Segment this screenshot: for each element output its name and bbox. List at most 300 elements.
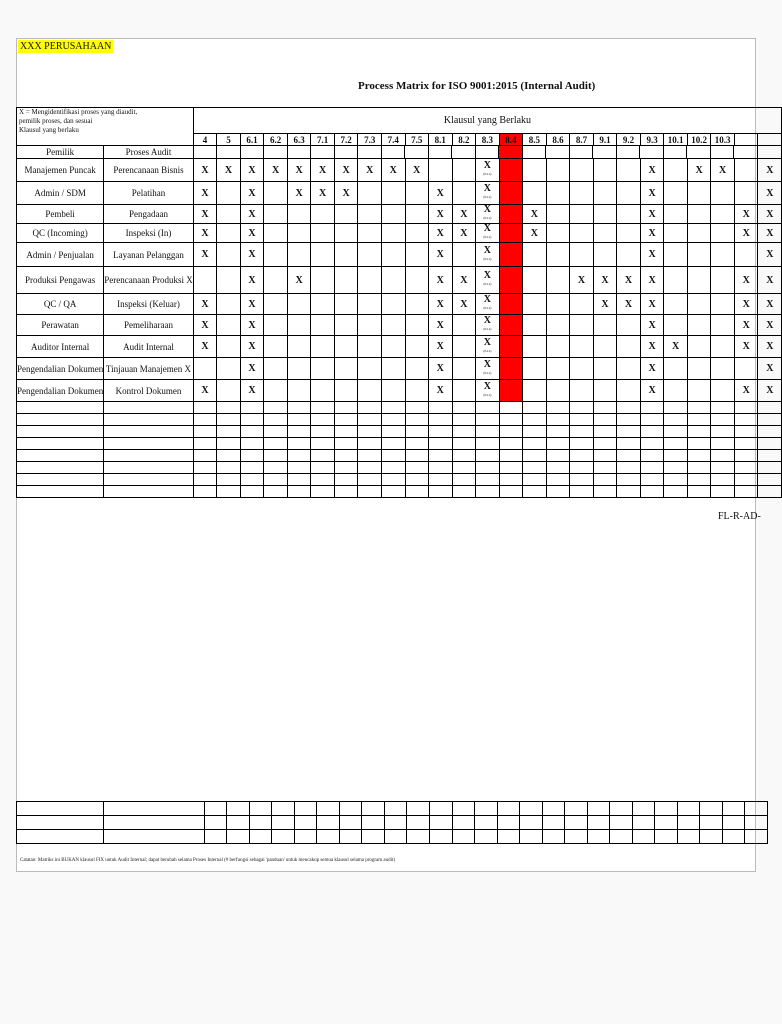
empty-cell [687,402,711,414]
clause-mark-cell [617,243,641,267]
empty-cell [287,450,311,462]
clause-header: 8.3 [476,134,500,146]
clause-mark: X [248,341,256,352]
empty-cell [334,426,358,438]
empty-row [17,462,782,474]
clause-mark-cell [664,182,688,205]
clause-subnote: (8.2.4) [483,172,492,176]
empty-cell [17,450,104,462]
bottom-cell [452,830,475,844]
empty-cell [17,438,104,450]
clause-mark-cell [734,159,758,182]
empty-cell [17,462,104,474]
clause-mark-cell [499,315,523,336]
clause-mark-cell [546,336,570,358]
bottom-cell [745,830,768,844]
clause-mark-cell [264,358,288,380]
clause-mark-cell [758,315,782,336]
clause-mark-cell [193,205,217,224]
process-owner: Admin / Penjualan [17,243,104,267]
subheader-cell [382,146,406,158]
bottom-cell [587,802,610,816]
empty-cell [476,402,500,414]
clause-mark: X [248,208,256,220]
clause-mark: X [460,227,468,239]
clause-mark-cell [429,224,453,243]
bottom-cell [384,802,407,816]
bottom-cell [339,816,362,830]
empty-cell [546,438,570,450]
clause-mark-cell [429,380,453,402]
bottom-cell [587,830,610,844]
empty-row [17,414,782,426]
clause-mark-cell [734,267,758,294]
empty-cell [476,426,500,438]
empty-cell [593,438,617,450]
clause-mark-cell [687,294,711,315]
clause-mark-cell [452,294,476,315]
empty-cell [193,414,217,426]
clause-header: 8.6 [546,134,570,146]
bottom-cell [249,802,272,816]
clause-mark: X [742,319,750,331]
empty-cell [499,426,523,438]
empty-cell [711,462,735,474]
clause-mark-cell [758,267,782,294]
empty-cell [358,414,382,426]
clause-mark: X [342,187,350,199]
empty-cell [17,414,104,426]
clause-mark: X [648,227,656,239]
clause-mark-cell [452,243,476,267]
clause-mark-cell [334,358,358,380]
empty-cell [570,474,594,486]
empty-cell [104,426,193,438]
bottom-cell [294,830,317,844]
clause-mark-cell [523,380,547,402]
empty-cell [758,474,782,486]
clause-header: 9.2 [617,134,641,146]
empty-cell [570,438,594,450]
clause-mark: X [530,227,539,239]
bottom-cell [542,830,565,844]
empty-cell [287,414,311,426]
clause-mark-cell [640,182,664,205]
clause-mark-cell [452,159,476,182]
clause-mark: X [436,187,444,199]
clause-mark-cell [381,159,405,182]
legend-line-3: Klausul yang berlaku [19,126,79,134]
clause-mark-cell [287,205,311,224]
empty-cell [193,474,217,486]
empty-cell [311,486,335,498]
subheader-cell [593,146,617,158]
clause-mark-cell [640,336,664,358]
clause-header: 7.3 [358,134,382,146]
empty-cell [104,462,193,474]
clause-mark: X [248,274,256,286]
clause-mark-cell [499,358,523,380]
clause-mark-cell [617,159,641,182]
subheader-cell [617,146,641,158]
bottom-cell [542,816,565,830]
matrix-row [17,358,782,380]
clause-mark: X [719,164,727,176]
clause-mark-cell [758,294,782,315]
clause-mark: X [483,358,491,370]
empty-cell [358,486,382,498]
page-title: Process Matrix for ISO 9001:2015 (Internal Audit) [358,80,596,92]
clause-mark-cell [711,159,735,182]
empty-cell [17,474,104,486]
klausul-header: Klausul yang Berlaku [193,108,782,134]
clause-mark-cell [358,205,382,224]
clause-mark-cell [193,182,217,205]
clause-header: 4 [193,134,217,146]
clause-mark-cell [711,336,735,358]
clause-mark-cell [546,243,570,267]
bottom-cell [294,802,317,816]
clause-header: 8.5 [523,134,547,146]
clause-mark-cell [358,315,382,336]
empty-cell [334,486,358,498]
empty-cell [546,474,570,486]
clause-mark-cell [405,243,429,267]
clause-mark-cell [334,243,358,267]
clause-mark-cell [664,267,688,294]
clause-mark-cell [193,224,217,243]
clause-mark-cell [217,380,241,402]
empty-cell [104,414,193,426]
empty-row [17,474,782,486]
empty-cell [264,414,288,426]
empty-cell [381,438,405,450]
empty-cell [617,486,641,498]
clause-mark-cell [358,267,382,294]
bottom-cell [452,816,475,830]
clause-mark-cell [734,336,758,358]
clause-mark: X [577,274,586,286]
clause-mark-cell [664,205,688,224]
clause-mark: X [766,385,774,396]
clause-mark-cell [711,315,735,336]
clause-mark-cell [570,182,594,205]
clause-mark-cell [264,380,288,402]
clause-mark: X [201,298,209,310]
clause-mark: X [671,341,680,352]
clause-mark-cell [405,267,429,294]
bottom-cell [104,802,205,816]
empty-cell [734,486,758,498]
empty-row [17,426,782,438]
empty-cell [664,426,688,438]
empty-cell [264,426,288,438]
clause-mark-cell [546,159,570,182]
clause-mark-cell [523,336,547,358]
footer-note: Catatan: Matriks ini BUKAN klausul FIX untuk Audit Internal; dapat berubah selama Proses Internal (# berfungsi sebagai 'panduan' untuk mencakup semua klausul selama program audit) [20,858,396,863]
clause-mark-cell [240,205,264,224]
bottom-cell [722,830,745,844]
clause-mark-cell [287,159,311,182]
clause-mark-cell [758,243,782,267]
empty-cell [758,486,782,498]
clause-mark-cell [358,182,382,205]
clause-mark: X [648,274,656,286]
bottom-cell [677,830,700,844]
empty-cell [217,474,241,486]
clause-mark: X [648,249,656,260]
bottom-cell [610,830,633,844]
clause-mark-cell [664,336,688,358]
clause-mark-cell [405,224,429,243]
matrix-row [17,315,782,336]
audit-process: Kontrol Dokumen [104,380,193,402]
empty-cell [546,402,570,414]
clause-mark: X [766,298,774,310]
empty-cell [217,462,241,474]
empty-cell [476,450,500,462]
clause-mark-cell [711,243,735,267]
subheader-cell [476,146,500,158]
empty-cell [546,486,570,498]
empty-cell [499,486,523,498]
bottom-cell [407,816,430,830]
clause-mark: X [460,298,468,310]
clause-mark-cell [593,358,617,380]
empty-cell [104,450,193,462]
empty-cell [17,426,104,438]
empty-cell [405,426,429,438]
clause-mark: X [601,298,609,310]
clause-mark: X [483,183,491,194]
clause-mark: X [648,363,656,374]
clause-mark-cell [546,294,570,315]
clause-mark: X [271,164,280,176]
subheader-cell [687,146,711,158]
clause-mark-cell [311,224,335,243]
empty-cell [334,414,358,426]
bottom-cell [294,816,317,830]
clause-mark-cell [217,336,241,358]
clause-mark-cell [734,224,758,243]
clause-mark-cell [523,182,547,205]
bottom-cell [677,816,700,830]
clause-mark-cell [758,205,782,224]
empty-cell [311,474,335,486]
empty-cell [523,462,547,474]
audit-process: Perencanaan Produksi X [104,267,193,294]
clause-mark: X [695,164,703,176]
clause-mark: X [766,164,774,176]
clause-mark-cell [358,224,382,243]
empty-cell [17,486,104,498]
empty-cell [287,402,311,414]
empty-cell [593,402,617,414]
clause-mark-cell [523,205,547,224]
clause-subnote: (8.2.4) [483,282,492,286]
clause-mark-cell [452,380,476,402]
clause-header [758,134,782,146]
clause-mark-cell [593,182,617,205]
subheader-cell [523,146,547,158]
clause-header: 6.2 [264,134,288,146]
bottom-grid [16,801,768,844]
clause-header: 10.2 [687,134,711,146]
clause-mark-cell [640,243,664,267]
clause-mark-cell [546,267,570,294]
clause-mark-cell [452,182,476,205]
empty-cell [734,474,758,486]
clause-mark-cell [640,315,664,336]
clause-mark: X [248,227,256,239]
bottom-cell [339,802,362,816]
bottom-cell [632,802,655,816]
clause-mark-cell [311,159,335,182]
clause-subnote: (8.2.4) [483,256,492,261]
clause-mark-cell [687,267,711,294]
clause-mark-cell [687,182,711,205]
empty-cell [687,486,711,498]
empty-cell [734,402,758,414]
bottom-cell [227,802,250,816]
empty-cell [476,486,500,498]
empty-cell [334,402,358,414]
clause-mark-cell [311,182,335,205]
clause-mark-cell [476,358,500,380]
clause-mark: X [248,298,256,310]
empty-cell [499,438,523,450]
empty-cell [546,426,570,438]
bottom-row [17,816,768,830]
clause-mark-cell [476,294,500,315]
empty-cell [687,474,711,486]
empty-cell [687,462,711,474]
matrix-row [17,182,782,205]
empty-cell [405,474,429,486]
empty-cell [381,486,405,498]
audit-process: Perencanaan Bisnis [104,159,193,182]
empty-cell [358,462,382,474]
clause-mark: X [483,315,491,326]
empty-cell [381,402,405,414]
empty-cell [452,486,476,498]
empty-cell [640,402,664,414]
bottom-cell [384,816,407,830]
empty-cell [593,474,617,486]
subheader-spacer [193,146,782,159]
bottom-cell [745,816,768,830]
bottom-cell [249,816,272,830]
empty-cell [240,450,264,462]
clause-mark-cell [429,358,453,380]
clause-subnote: (8.2.4) [483,306,492,310]
empty-cell [452,450,476,462]
clause-mark-cell [476,243,500,267]
empty-cell [664,450,688,462]
clause-mark-cell [429,294,453,315]
empty-cell [711,450,735,462]
clause-mark: X [436,341,444,352]
clause-mark-cell [381,267,405,294]
empty-cell [617,438,641,450]
bottom-cell [520,802,543,816]
clause-mark-cell [711,182,735,205]
bottom-cell [475,802,498,816]
clause-mark: X [742,274,750,286]
clause-mark-cell [381,358,405,380]
empty-cell [523,414,547,426]
empty-cell [452,414,476,426]
empty-cell [358,438,382,450]
bottom-cell [452,802,475,816]
bottom-cell [104,816,205,830]
clause-mark-cell [617,336,641,358]
process-owner: Produksi Pengawas [17,267,104,294]
clause-mark-cell [264,315,288,336]
bottom-cell [610,802,633,816]
empty-cell [593,450,617,462]
clause-mark-cell [240,294,264,315]
bottom-cell [362,802,385,816]
clause-mark-cell [570,224,594,243]
bottom-cell [677,802,700,816]
empty-cell [264,474,288,486]
clause-mark-cell [593,315,617,336]
subheader-cell [758,146,782,158]
clause-mark-cell [523,315,547,336]
clause-subnote: (8.2.4) [483,348,492,353]
clause-mark-cell [429,205,453,224]
empty-cell [264,486,288,498]
clause-mark-cell [381,182,405,205]
process-matrix-table [16,107,782,498]
bottom-cell [272,830,295,844]
empty-cell [570,402,594,414]
audit-process: Inspeksi (Keluar) [104,294,193,315]
clause-mark-cell [617,205,641,224]
clause-mark-cell [734,380,758,402]
empty-cell [499,414,523,426]
clause-mark: X [766,363,774,374]
clause-mark-cell [193,358,217,380]
clause-mark: X [624,274,633,286]
clause-mark-cell [499,267,523,294]
bottom-cell [722,816,745,830]
clause-mark-cell [287,267,311,294]
empty-cell [429,438,453,450]
empty-cell [217,402,241,414]
bottom-cell [497,802,520,816]
empty-cell [429,462,453,474]
clause-mark: X [766,341,774,352]
clause-mark-cell [287,224,311,243]
clause-mark-cell [217,159,241,182]
clause-mark-cell [711,205,735,224]
clause-mark-cell [593,205,617,224]
clause-mark-cell [499,205,523,224]
empty-cell [311,462,335,474]
clause-header: 7.4 [381,134,405,146]
empty-cell [546,462,570,474]
empty-cell [476,474,500,486]
empty-cell [429,450,453,462]
subheader-cell [452,146,476,158]
clause-mark-cell [499,182,523,205]
empty-cell [287,474,311,486]
bottom-cell [272,816,295,830]
bottom-cell [17,830,104,844]
clause-mark-cell [570,267,594,294]
